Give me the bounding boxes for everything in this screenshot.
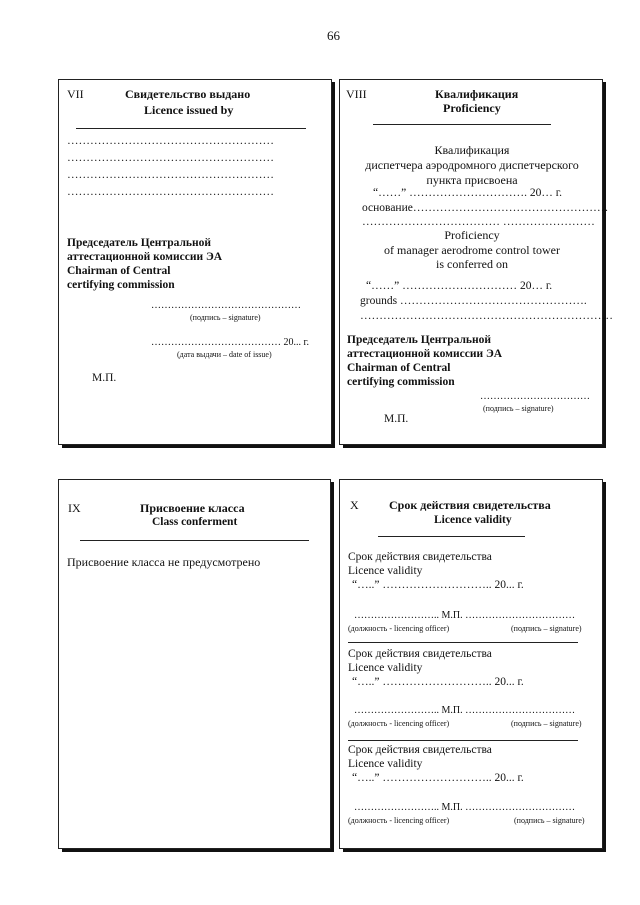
- dotted-line: …………………………………………………………: [360, 310, 613, 322]
- section-vii-numeral: VII: [67, 87, 84, 101]
- section-x-title-en: Licence validity: [434, 514, 512, 526]
- signature-caption: (подпись – signature): [514, 816, 585, 825]
- validity-en: Licence validity: [348, 758, 423, 770]
- section-ix-box: [58, 479, 331, 849]
- class-conferment-text: Присвоение класса не предусмотрено: [67, 555, 261, 569]
- officer-caption: (должность - licencing officer): [348, 816, 450, 825]
- divider: [373, 124, 551, 125]
- section-x-box: [339, 479, 603, 849]
- validity-date: “…..” ……………………….. 20... г.: [352, 676, 524, 688]
- signature-caption: (подпись – signature): [511, 719, 582, 728]
- validity-date: “…..” ……………………….. 20... г.: [352, 772, 524, 784]
- officer-caption: (должность - licencing officer): [348, 719, 450, 728]
- validity-ru: Срок действия свидетельства: [348, 648, 492, 660]
- proficiency-en-3: is conferred on: [436, 257, 508, 271]
- section-viii-title-ru: Квалификация: [435, 87, 519, 101]
- signature-caption: (подпись – signature): [511, 624, 582, 633]
- issue-date-caption: (дата выдачи – date of issue): [177, 350, 272, 359]
- signature-caption: (подпись – signature): [190, 313, 261, 322]
- validity-ru: Срок действия свидетельства: [348, 744, 492, 756]
- basis-line-ru: основание……………………………………………: [362, 202, 609, 214]
- divider: [76, 128, 306, 129]
- section-vii-title-ru: Свидетельство выдано: [125, 87, 251, 101]
- proficiency-en-2: of manager aerodrome control tower: [384, 243, 560, 257]
- section-vii-title-en: Licence issued by: [144, 103, 234, 117]
- dotted-line: ………………………………………………: [67, 169, 274, 181]
- officer-caption: (должность - licencing officer): [348, 624, 450, 633]
- officer-line: …………………….. М.П. ……………………………: [354, 705, 576, 716]
- validity-en: Licence validity: [348, 565, 423, 577]
- dotted-line: ……………………………… ……………………: [362, 216, 595, 228]
- issue-date-line: ………………………………… 20... г.: [151, 337, 309, 348]
- section-ix-numeral: IX: [68, 501, 81, 515]
- section-viii-numeral: VIII: [346, 87, 367, 101]
- divider: [348, 642, 578, 643]
- chairman-ru-1: Председатель Центральной: [67, 237, 211, 249]
- section-ix-title-en: Class conferment: [152, 516, 238, 528]
- proficiency-date-en: “……” ………………………… 20… г.: [366, 280, 553, 292]
- divider: [348, 740, 578, 741]
- qualification-ru-3: пункта присвоена: [426, 173, 518, 187]
- dotted-line: ………………………………………………: [67, 152, 274, 164]
- signature-line: ……………………………: [480, 391, 590, 402]
- section-viii-title-en: Proficiency: [443, 101, 501, 115]
- chairman-en-2: certifying commission: [347, 376, 455, 388]
- divider: [378, 536, 525, 537]
- qualification-date-ru: “……” …………………………. 20… г.: [373, 187, 563, 199]
- signature-line: ………………………………………: [151, 300, 301, 311]
- signature-caption: (подпись – signature): [483, 404, 554, 413]
- stamp-label: М.П.: [92, 372, 117, 384]
- validity-ru: Срок действия свидетельства: [348, 551, 492, 563]
- proficiency-en-1: Proficiency: [444, 228, 500, 242]
- page-number: 66: [327, 28, 340, 43]
- section-vii-box: [58, 79, 332, 445]
- section-x-numeral: X: [350, 498, 359, 512]
- validity-en: Licence validity: [348, 662, 423, 674]
- validity-date: “…..” ……………………….. 20... г.: [352, 579, 524, 591]
- chairman-en-1: Chairman of Central: [347, 362, 451, 374]
- section-viii-box: [339, 79, 613, 445]
- qualification-ru-2: диспетчера аэродромного диспетчерского: [365, 158, 579, 172]
- officer-line: …………………….. М.П. ……………………………: [354, 802, 576, 813]
- chairman-en-1: Chairman of Central: [67, 265, 171, 277]
- chairman-ru-2: аттестационной комиссии ЭА: [67, 251, 223, 263]
- dotted-line: ………………………………………………: [67, 186, 274, 198]
- qualification-ru-1: Квалификация: [434, 143, 510, 157]
- officer-line: …………………….. М.П. ……………………………: [354, 610, 576, 621]
- stamp-label: М.П.: [384, 413, 409, 425]
- chairman-en-2: certifying commission: [67, 279, 175, 291]
- dotted-line: ………………………………………………: [67, 135, 274, 147]
- section-ix-title-ru: Присвоение класса: [140, 501, 245, 515]
- chairman-ru-2: аттестационной комиссии ЭА: [347, 348, 503, 360]
- section-x-title-ru: Срок действия свидетельства: [389, 498, 551, 512]
- chairman-ru-1: Председатель Центральной: [347, 334, 491, 346]
- divider: [80, 540, 309, 541]
- grounds-line-en: grounds ………………………………………….: [360, 295, 587, 307]
